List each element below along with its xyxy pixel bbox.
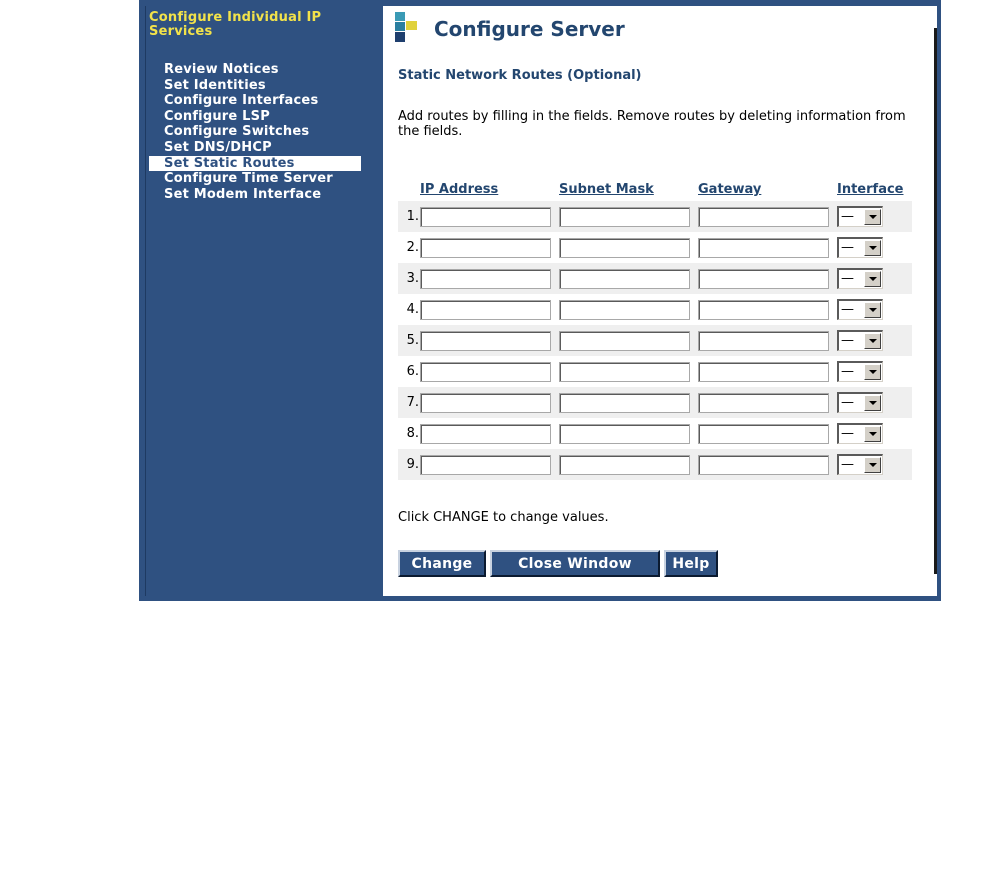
- gateway-cell: [698, 325, 837, 356]
- sidebar-title: Configure Individual IP Services: [149, 10, 322, 39]
- sidebar-nav: [149, 62, 361, 202]
- chevron-down-icon[interactable]: [864, 240, 881, 256]
- sidebar: [145, 6, 383, 596]
- scrollbar-edge[interactable]: [934, 6, 937, 596]
- column-header-number: [398, 182, 420, 201]
- ip-cell: [420, 387, 559, 418]
- interface-select[interactable]: [837, 361, 883, 382]
- sidebar-item-set-identities[interactable]: Set Identities: [164, 77, 266, 93]
- table-row: [398, 263, 912, 294]
- change-button[interactable]: Change: [398, 550, 486, 577]
- routes-table: [398, 182, 912, 480]
- interface-select[interactable]: [837, 392, 883, 413]
- mask-cell: [559, 263, 698, 294]
- subnet-mask-input[interactable]: [559, 331, 690, 351]
- ip-cell: [420, 232, 559, 263]
- table-row: [398, 387, 912, 418]
- interface-select[interactable]: [837, 330, 883, 351]
- chevron-down-icon[interactable]: [864, 457, 881, 473]
- gateway-cell: [698, 201, 837, 232]
- interface-cell: [837, 201, 912, 232]
- interface-value: —: [841, 302, 854, 317]
- ip-address-input[interactable]: [420, 362, 551, 382]
- mask-cell: [559, 356, 698, 387]
- mask-cell: [559, 387, 698, 418]
- mask-cell: [559, 294, 698, 325]
- row-number: 5.: [398, 325, 420, 356]
- gateway-input[interactable]: [698, 455, 829, 475]
- row-number: 6.: [406, 364, 419, 379]
- ip-cell: [420, 449, 559, 480]
- interface-value: —: [841, 426, 854, 441]
- interface-select[interactable]: [837, 454, 883, 475]
- subnet-mask-input[interactable]: [559, 238, 690, 258]
- interface-value: —: [841, 395, 854, 410]
- subnet-mask-input[interactable]: [559, 207, 690, 227]
- gateway-input[interactable]: [698, 362, 829, 382]
- gateway-input[interactable]: [698, 424, 829, 444]
- interface-value: —: [841, 271, 854, 286]
- row-number: 1.: [398, 201, 420, 232]
- sidebar-item-configure-time-server[interactable]: Configure Time Server: [164, 171, 333, 187]
- ip-cell: [420, 294, 559, 325]
- row-number: 8.: [406, 426, 419, 441]
- mask-cell: [559, 449, 698, 480]
- table-row: [398, 294, 912, 325]
- gateway-input[interactable]: [698, 269, 829, 289]
- sidebar-item-set-modem-interface[interactable]: Set Modem Interface: [164, 186, 322, 202]
- table-row: [398, 201, 912, 232]
- interface-cell: [837, 294, 912, 325]
- chevron-down-icon[interactable]: [864, 333, 881, 349]
- interface-value: —: [841, 333, 854, 348]
- mask-cell: [559, 201, 698, 232]
- mask-cell: [559, 232, 698, 263]
- interface-select[interactable]: [837, 237, 883, 258]
- gateway-input[interactable]: [698, 393, 829, 413]
- subnet-mask-input[interactable]: [559, 300, 690, 320]
- ip-cell: [420, 356, 559, 387]
- ip-address-input[interactable]: [420, 300, 551, 320]
- interface-select[interactable]: [837, 268, 883, 289]
- ip-address-input[interactable]: [420, 269, 551, 289]
- subnet-mask-input[interactable]: [559, 362, 690, 382]
- table-row: [398, 449, 912, 480]
- sidebar-item-configure-switches[interactable]: Configure Switches: [164, 124, 310, 140]
- sidebar-item-configure-lsp[interactable]: Configure LSP: [164, 108, 270, 124]
- chevron-down-icon[interactable]: [864, 209, 881, 225]
- gateway-cell: [698, 449, 837, 480]
- row-number: 2.: [406, 240, 419, 255]
- interface-value: —: [841, 457, 854, 472]
- section-title: Static Network Routes (Optional): [398, 68, 642, 83]
- row-number: 7.: [398, 387, 420, 418]
- column-header-ip-address: IP Address: [420, 182, 499, 197]
- gateway-cell: [698, 232, 837, 263]
- gateway-input[interactable]: [698, 238, 829, 258]
- main-panel: [383, 6, 937, 596]
- ip-cell: [420, 201, 559, 232]
- mask-cell: [559, 418, 698, 449]
- interface-value: —: [841, 364, 854, 379]
- footer-note: Click CHANGE to change values.: [398, 510, 609, 525]
- ip-address-input[interactable]: [420, 424, 551, 444]
- interface-value: —: [841, 240, 854, 255]
- interface-select[interactable]: [837, 206, 883, 227]
- ip-address-input[interactable]: [420, 238, 551, 258]
- gateway-input[interactable]: [698, 300, 829, 320]
- interface-cell: [837, 418, 912, 449]
- interface-cell: [837, 449, 912, 480]
- ip-address-input[interactable]: [420, 455, 551, 475]
- interface-select[interactable]: [837, 299, 883, 320]
- interface-select[interactable]: [837, 423, 883, 444]
- page-title: Configure Server: [434, 17, 625, 41]
- table-row: [398, 356, 912, 387]
- chevron-down-icon[interactable]: [864, 364, 881, 380]
- interface-cell: [837, 356, 912, 387]
- ip-cell: [420, 418, 559, 449]
- table-row: [398, 325, 912, 356]
- gateway-cell: [698, 263, 837, 294]
- row-number: 3.: [398, 263, 420, 294]
- intro-text: Add routes by filling in the fields. Remove routes by deleting information from the fields.: [398, 109, 906, 139]
- gateway-cell: [698, 418, 837, 449]
- ip-address-input[interactable]: [420, 393, 551, 413]
- subnet-mask-input[interactable]: [559, 424, 690, 444]
- table-header-row: [398, 182, 912, 201]
- interface-cell: [837, 387, 912, 418]
- sidebar-item-set-static-routes[interactable]: Set Static Routes: [149, 156, 361, 172]
- gateway-cell: [698, 387, 837, 418]
- row-number: 9.: [398, 449, 420, 480]
- gateway-cell: [698, 356, 837, 387]
- interface-value: —: [841, 209, 854, 224]
- column-header-interface: Interface: [837, 182, 904, 197]
- sidebar-item-set-dns-dhcp[interactable]: Set DNS/DHCP: [164, 139, 272, 155]
- table-row: [398, 418, 912, 449]
- chevron-down-icon[interactable]: [864, 426, 881, 442]
- gateway-input[interactable]: [698, 331, 829, 351]
- gateway-cell: [698, 294, 837, 325]
- subnet-mask-input[interactable]: [559, 269, 690, 289]
- ip-cell: [420, 325, 559, 356]
- subnet-mask-input[interactable]: [559, 455, 690, 475]
- ip-address-input[interactable]: [420, 331, 551, 351]
- column-header-subnet-mask: Subnet Mask: [559, 182, 654, 197]
- row-number: 4.: [406, 302, 419, 317]
- chevron-down-icon[interactable]: [864, 302, 881, 318]
- chevron-down-icon[interactable]: [864, 395, 881, 411]
- ip-address-input[interactable]: [420, 207, 551, 227]
- help-button[interactable]: Help: [664, 550, 718, 577]
- subnet-mask-input[interactable]: [559, 393, 690, 413]
- mask-cell: [559, 325, 698, 356]
- server-logo-icon: [395, 12, 419, 42]
- ip-cell: [420, 263, 559, 294]
- chevron-down-icon[interactable]: [864, 271, 881, 287]
- interface-cell: [837, 263, 912, 294]
- configure-window: [139, 0, 941, 601]
- interface-cell: [837, 325, 912, 356]
- sidebar-item-configure-interfaces[interactable]: Configure Interfaces: [164, 93, 319, 109]
- table-row: [398, 232, 912, 263]
- close-window-button[interactable]: Close Window: [490, 550, 660, 577]
- column-header-gateway: Gateway: [698, 182, 762, 197]
- interface-cell: [837, 232, 912, 263]
- gateway-input[interactable]: [698, 207, 829, 227]
- sidebar-item-review-notices[interactable]: Review Notices: [164, 62, 279, 77]
